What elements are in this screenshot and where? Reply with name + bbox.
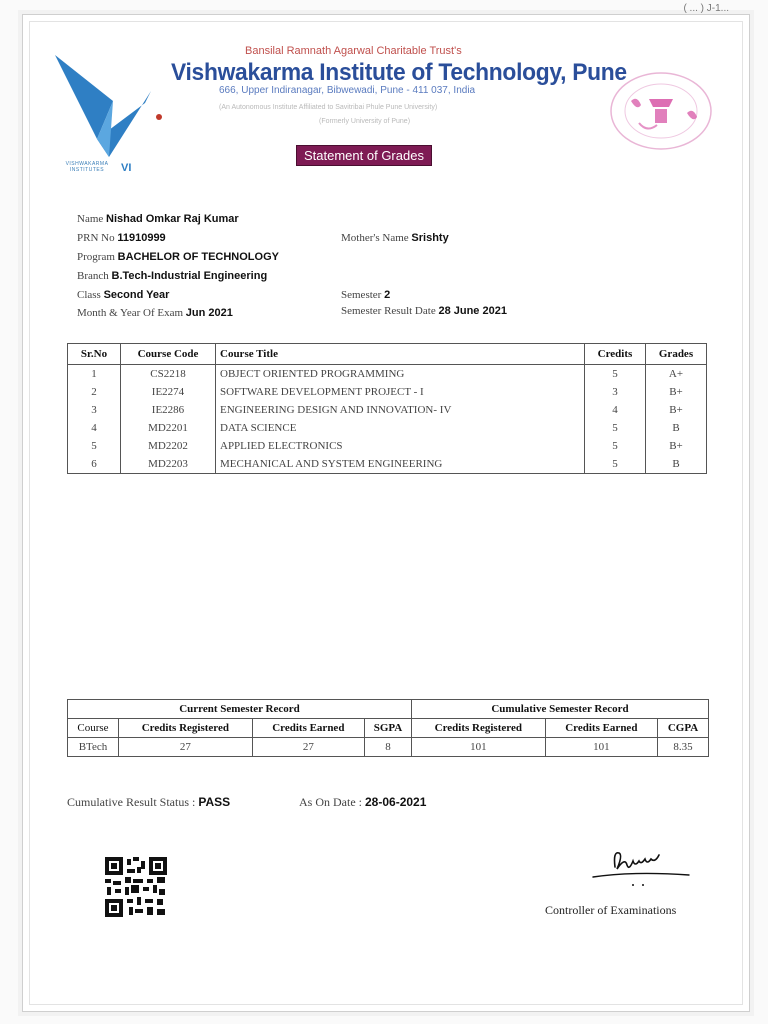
- course-title: DATA SCIENCE: [216, 419, 585, 437]
- course-grade: B: [646, 455, 707, 474]
- as-on-date: [299, 795, 426, 810]
- course-code: IE2274: [121, 383, 216, 401]
- course-title: ENGINEERING DESIGN AND INNOVATION- IV: [216, 401, 585, 419]
- branch-label: Branch: [77, 270, 109, 282]
- sr-no: 6: [68, 455, 121, 474]
- summary-header-row: [68, 719, 709, 738]
- class-row: [77, 289, 169, 301]
- name-row: [77, 213, 239, 225]
- course-code: MD2203: [121, 455, 216, 474]
- name-label: Name: [77, 213, 104, 225]
- mother-label: Mother's Name: [341, 232, 409, 244]
- cum-credits-earned-value: 101: [545, 738, 657, 757]
- course-code: MD2202: [121, 437, 216, 455]
- student-name: Nishad Omkar Raj Kumar: [106, 213, 239, 225]
- course-credits: 5: [585, 437, 646, 455]
- exam-value: Jun 2021: [185, 307, 233, 319]
- controller-signature: [585, 841, 695, 891]
- branch-value: B.Tech-Industrial Engineering: [111, 270, 268, 282]
- courses-table: [67, 343, 707, 474]
- prn-value: 11910999: [117, 232, 166, 244]
- sr-no: 3: [68, 401, 121, 419]
- col-srno: Sr.No: [68, 344, 121, 365]
- col-credits-registered: Credits Registered: [119, 719, 253, 738]
- exam-row: [77, 307, 233, 319]
- table-row: [68, 365, 707, 384]
- table-row: [68, 419, 707, 437]
- institute-seal: [609, 71, 713, 151]
- class-value: Second Year: [103, 289, 170, 301]
- table-row: [68, 383, 707, 401]
- course-credits: 5: [585, 365, 646, 384]
- course-grade: B+: [646, 401, 707, 419]
- grade-sheet: [22, 3, 750, 1012]
- logo-caption: VISHWAKARMA INSTITUTES: [65, 161, 109, 173]
- semester-row: [341, 289, 390, 301]
- course-title: OBJECT ORIENTED PROGRAMMING: [216, 365, 585, 384]
- mother-row: [341, 232, 449, 244]
- program-label: Program: [77, 251, 115, 263]
- branch-row: [77, 270, 267, 282]
- course-value: BTech: [68, 738, 119, 757]
- course-title: SOFTWARE DEVELOPMENT PROJECT - I: [216, 383, 585, 401]
- table-row: [68, 455, 707, 474]
- col-sgpa: SGPA: [364, 719, 411, 738]
- program-value: BACHELOR OF TECHNOLOGY: [117, 251, 279, 263]
- mother-value: Srishty: [411, 232, 449, 244]
- sr-no: 2: [68, 383, 121, 401]
- document-title: Statement of Grades: [296, 145, 432, 166]
- course-credits: 5: [585, 419, 646, 437]
- cumulative-semester-header: Cumulative Semester Record: [411, 700, 708, 719]
- course-code: MD2201: [121, 419, 216, 437]
- as-on-label: As On Date :: [299, 795, 362, 809]
- col-course-code: Course Code: [121, 344, 216, 365]
- cumulative-result: [67, 795, 230, 810]
- course-grade: A+: [646, 365, 707, 384]
- credits-registered-value: 27: [119, 738, 253, 757]
- courses-header-row: [68, 344, 707, 365]
- col-grades: Grades: [646, 344, 707, 365]
- trust-name: Bansilal Ramnath Agarwal Charitable Trust's: [245, 45, 462, 57]
- col-course-title: Course Title: [216, 344, 585, 365]
- table-row: [68, 437, 707, 455]
- course-code: IE2286: [121, 401, 216, 419]
- col-course: Course: [68, 719, 119, 738]
- result-status-label: Cumulative Result Status :: [67, 795, 196, 809]
- controller-title: Controller of Examinations: [545, 903, 677, 917]
- affiliation-note: (An Autonomous Institute Affiliated to Savitribai Phule Pune University): [219, 104, 438, 111]
- semester-summary-table: [67, 699, 709, 757]
- as-on-value: 28-06-2021: [365, 795, 427, 809]
- col-credits-earned: Credits Earned: [252, 719, 364, 738]
- program-row: [77, 251, 279, 263]
- col-cgpa: CGPA: [658, 719, 709, 738]
- semester-value: 2: [384, 289, 391, 301]
- corner-annotation: ( ... ) J-1...: [683, 3, 729, 14]
- course-grade: B+: [646, 437, 707, 455]
- course-title: APPLIED ELECTRONICS: [216, 437, 585, 455]
- table-row: [68, 401, 707, 419]
- logo-vi-text: VI: [121, 162, 132, 174]
- institute-address: 666, Upper Indiranagar, Bibwewadi, Pune - 411 037, India: [219, 85, 476, 96]
- sgpa-value: 8: [364, 738, 411, 757]
- qr-code: [105, 857, 167, 917]
- course-code: CS2218: [121, 365, 216, 384]
- sr-no: 5: [68, 437, 121, 455]
- prn-row: [77, 232, 166, 244]
- course-credits: 4: [585, 401, 646, 419]
- cum-credits-registered-value: 101: [411, 738, 545, 757]
- course-grade: B+: [646, 383, 707, 401]
- course-grade: B: [646, 419, 707, 437]
- prn-label: PRN No: [77, 232, 115, 244]
- credits-earned-value: 27: [252, 738, 364, 757]
- summary-group-row: [68, 700, 709, 719]
- col-cum-credits-earned: Credits Earned: [545, 719, 657, 738]
- col-cum-credits-registered: Credits Registered: [411, 719, 545, 738]
- semester-label: Semester: [341, 289, 382, 301]
- result-date-label: Semester Result Date: [341, 305, 436, 317]
- result-date-row: [341, 305, 507, 317]
- exam-label: Month & Year Of Exam: [77, 307, 184, 319]
- institute-name: Vishwakarma Institute of Technology, Pune: [171, 59, 627, 86]
- current-semester-header: Current Semester Record: [68, 700, 412, 719]
- class-label: Class: [77, 289, 101, 301]
- summary-values-row: [68, 738, 709, 757]
- course-title: MECHANICAL AND SYSTEM ENGINEERING: [216, 455, 585, 474]
- course-credits: 5: [585, 455, 646, 474]
- sr-no: 1: [68, 365, 121, 384]
- formerly-note: (Formerly University of Pune): [319, 118, 411, 125]
- cgpa-value: 8.35: [658, 738, 709, 757]
- col-credits: Credits: [585, 344, 646, 365]
- result-date-value: 28 June 2021: [438, 305, 507, 317]
- result-status-value: PASS: [198, 795, 231, 809]
- course-credits: 3: [585, 383, 646, 401]
- sr-no: 4: [68, 419, 121, 437]
